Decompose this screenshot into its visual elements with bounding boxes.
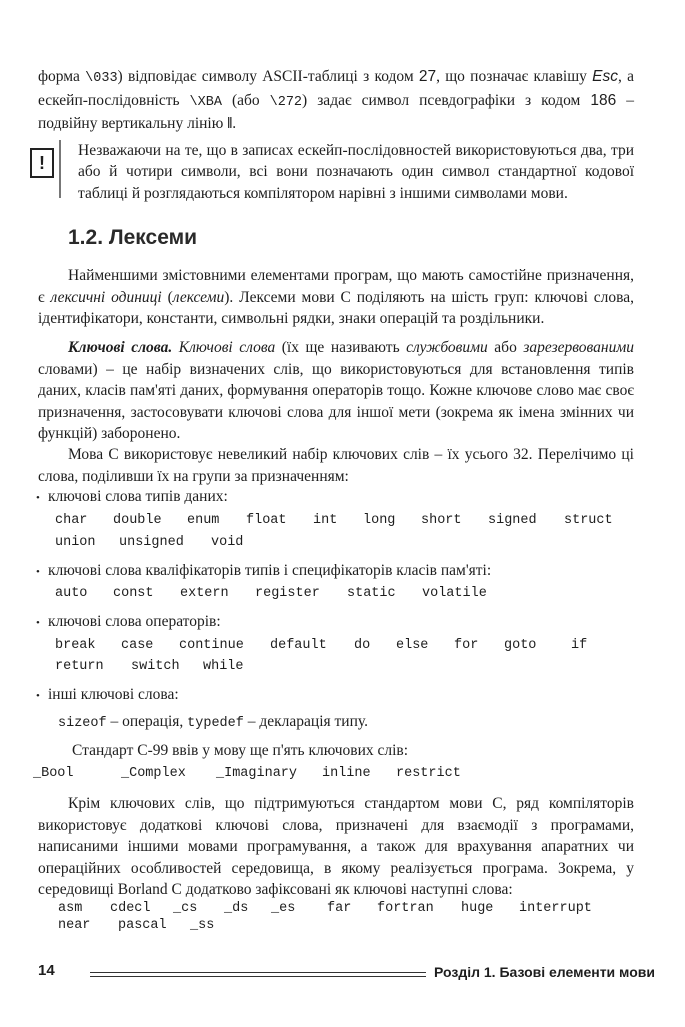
keyword: huge	[461, 901, 494, 916]
keyword: register	[255, 586, 320, 601]
keyword: char	[55, 513, 88, 528]
keyword-row	[55, 535, 243, 550]
keyword: extern	[180, 586, 229, 601]
group-label: ключові слова операторів:	[48, 613, 221, 630]
term: лексеми	[172, 288, 225, 306]
run-in-heading: Ключові слова.	[68, 339, 173, 356]
bullet-icon: •	[36, 690, 40, 702]
text-run: – операція,	[106, 713, 188, 730]
group-label: інші ключові слова:	[48, 686, 179, 703]
keyword: sizeof	[58, 716, 107, 731]
keyword: asm	[58, 901, 83, 916]
keyword: float	[246, 513, 287, 528]
top-paragraph	[38, 66, 634, 135]
keyword: struct	[564, 513, 613, 528]
text-run: ) відповідає символу ASCII-таблиці з кодом	[117, 68, 419, 85]
c99-paragraph: Стандарт С-99 ввів у мову ще п'ять ключових слів:	[72, 742, 409, 759]
keyword: const	[113, 586, 154, 601]
keyword: auto	[55, 586, 88, 601]
keyword: _Complex	[121, 766, 186, 781]
list-item	[36, 488, 228, 506]
keyword-row	[58, 918, 214, 933]
keyword: continue	[179, 638, 244, 653]
keyword: inline	[322, 766, 371, 781]
keyword: typedef	[187, 716, 244, 731]
keyword: static	[347, 586, 396, 601]
keyword: _ds	[224, 901, 249, 916]
running-footer-title: Розділ 1. Базові елементи мови	[434, 964, 655, 980]
code-run: 186	[590, 91, 617, 109]
keyword: volatile	[422, 586, 487, 601]
count-paragraph: Мова С використовує невеликий набір ключових слів – їх усього 32. Перелічимо ці слова, поділивши їх на групи за призначенням:	[38, 446, 634, 485]
text-run: , що позначає клавішу	[436, 68, 593, 85]
keyword: near	[58, 918, 91, 933]
keyword: interrupt	[519, 901, 592, 916]
warning-icon	[30, 148, 54, 178]
keyword: double	[113, 513, 162, 528]
term: лексичні одиниці	[50, 288, 162, 306]
keywords-paragraph	[38, 337, 634, 445]
warning-icon-glyph: !	[39, 152, 45, 173]
keyword: union	[55, 535, 96, 550]
keyword: return	[55, 659, 104, 674]
keyword: default	[270, 638, 327, 653]
group-label: ключові слова кваліфікаторів типів і специфікаторів класів пам'яті:	[48, 562, 492, 579]
keyword: fortran	[377, 901, 434, 916]
term: зарезервованими	[523, 339, 634, 356]
section-heading: 1.2. Лексеми	[68, 226, 198, 249]
keyword: cdecl	[110, 901, 151, 916]
keyword: long	[363, 513, 396, 528]
bullet-icon: •	[36, 617, 40, 629]
text-run: ) задає символ псевдографіки з кодом	[302, 91, 591, 109]
keyword: break	[55, 638, 96, 653]
keyword-row	[58, 901, 592, 916]
keyword: do	[354, 638, 371, 653]
term: Ключові слова	[178, 339, 276, 356]
double-line-glyph: ‖	[227, 115, 233, 133]
text-run: (або	[221, 91, 270, 109]
note-divider	[59, 140, 61, 198]
bullet-icon: •	[36, 566, 40, 578]
other-keywords-line	[58, 713, 368, 731]
text-run: – подвійну вертикальну лінію	[38, 91, 634, 133]
code-run: \272	[269, 94, 303, 110]
text-run: або	[487, 339, 524, 356]
intro-paragraph	[38, 265, 634, 330]
keyword: _cs	[173, 901, 198, 916]
code-run: \XBA	[189, 94, 222, 110]
term: службовими	[406, 339, 488, 356]
keyword: for	[454, 638, 479, 653]
keyword-row	[33, 766, 461, 781]
keyword: signed	[488, 513, 537, 528]
text-run: .	[232, 115, 237, 133]
keyword: enum	[187, 513, 220, 528]
page-number: 14	[38, 962, 55, 979]
keyword: void	[211, 535, 244, 550]
keyword: int	[313, 513, 338, 528]
text-run: – декларація типу.	[243, 713, 368, 730]
footer-rule	[90, 976, 426, 977]
keyword: _ss	[190, 918, 215, 933]
text-run: (	[161, 288, 173, 306]
keyword: pascal	[118, 918, 167, 933]
text-run: ). Лексеми мови С поділяють на шість груп: ключові слова, ідентифікатори, константи, символьні рядки, знаки операцій та роздільники.	[38, 288, 634, 328]
keyword: _Bool	[33, 766, 74, 781]
keyword: unsigned	[119, 535, 184, 550]
group-label: ключові слова типів даних:	[48, 488, 228, 505]
list-item	[36, 686, 179, 704]
compilers-paragraph: Крім ключових слів, що підтримуються стандартом мови С, ряд компіляторів використовує додаткові ключові слова, призначені для взаємодії з програмами, написаними іншими мовами програмування, а також для врахування апаратних чи операційних особливостей середовища, в якому реалізується програма. Зокрема, у середовищі Borland С додатково зафіксовані як ключові наступні слова:	[38, 795, 634, 899]
text-run: , а ескейп-послідовність	[38, 68, 634, 109]
keyword: if	[571, 638, 588, 653]
text-run: Найменшими змістовними елементами програм, що мають самостійне призначення, є	[38, 267, 634, 306]
note-text: Незважаючи на те, що в записах ескейп-послідовностей використовуються два, три або й чотири символи, всі вони позначають один символ стандартної кодової таблиці й розглядаються компілятором нарівні з іншими символами мови.	[78, 142, 634, 202]
keyword: short	[421, 513, 462, 528]
keyword: _es	[271, 901, 296, 916]
keyword: while	[203, 659, 244, 674]
keyword-row	[55, 638, 587, 653]
keyword: switch	[131, 659, 180, 674]
list-item	[36, 562, 491, 580]
code-run: 27	[418, 68, 437, 85]
keyword-row	[55, 513, 613, 528]
keyword: _Imaginary	[216, 766, 298, 781]
esc-key-label: Esc	[592, 68, 618, 85]
keyword: far	[327, 901, 352, 916]
text-run: словами) – це набір визначених слів, що використовуються для встановлення типів даних, класів пам'яті даних, формування операторів тощо. Кожне ключове слово має своє призначення, застосовувати ключові слова для іншої мети (зокрема як імена змінних чи функцій) заборонено.	[38, 360, 634, 443]
keyword-row	[55, 659, 244, 674]
keyword: else	[396, 638, 429, 653]
keyword: case	[121, 638, 154, 653]
bullet-icon: •	[36, 492, 40, 504]
keyword: goto	[504, 638, 537, 653]
list-item	[36, 613, 221, 631]
footer-rule	[90, 972, 426, 973]
text-run: (їх ще називають	[275, 339, 407, 356]
keyword-row	[55, 586, 487, 601]
text-run: форма	[38, 68, 86, 85]
code-run: \033	[85, 71, 118, 86]
keyword: restrict	[396, 766, 461, 781]
